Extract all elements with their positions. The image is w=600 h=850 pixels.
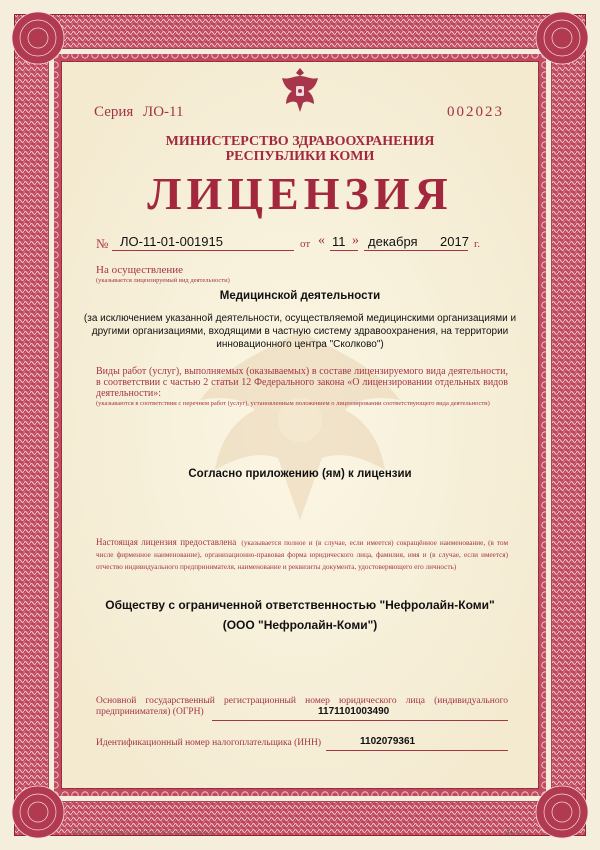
from-label: от (300, 238, 311, 250)
license-number: ЛО-11-01-001915 (120, 234, 223, 249)
printer-info: ООО «НТП "Информ"», г. Москва, 2017 год, «уровень» Б (72, 830, 217, 836)
ogrn-label: Основной государственный регистрационный номер юридического лица (индивидуального предпринимателя) (ОГРН) (96, 696, 508, 717)
license-month: декабря (368, 234, 418, 249)
quote-close: » (352, 233, 359, 248)
number-sign: № (96, 236, 109, 251)
activity-clarification: (за исключением указанной деятельности, осуществляемой медицинскими организациями и другими организациями, входящими в частную систему здравоохранения, на территории инновационного центра "Сколково") (83, 313, 517, 350)
coat-of-arms-icon (276, 64, 324, 116)
year-suffix: г. (474, 238, 481, 250)
ministry-line1: МИНИСТЕРСТВО ЗДРАВООХРАНЕНИЯ (165, 134, 435, 149)
ministry (62, 134, 538, 164)
inn-label: Идентификационный номер налогоплательщика (ИНН) (96, 738, 321, 748)
activity-hint: (указывается лицензируемый вид деятельности) (96, 277, 230, 284)
document-number: 002023 (447, 104, 504, 120)
ogrn-value: 1171101003490 (318, 706, 390, 717)
works-value: Согласно приложению (ям) к лицензии (188, 468, 412, 480)
license-day: 11 (332, 234, 346, 249)
series-label: Серия (94, 104, 134, 120)
ministry-line2: РЕСПУБЛИКИ КОМИ (225, 149, 375, 164)
granted-label: Настоящая лицензия предоставлена (96, 537, 237, 547)
licensee-name: Обществу с ограниченной ответственностью "Нефролайн-Коми" (105, 598, 495, 612)
granted-block (96, 536, 508, 572)
series (94, 104, 183, 121)
granted-hint: (указывается полное и (в случае, если имеется) сокращённое наименование, (в том числе фирменное наименование), организационно-правовая форма юридического лица, фамилия, имя и (в случае, если имеется) отчество индивидуального предпринимателя, наименование и реквизиты документа, удостоверяющего его личность) (96, 539, 508, 571)
license-number-row (96, 234, 516, 254)
activity-value: Медицинской деятельности (219, 290, 381, 302)
license-year: 2017 (440, 234, 469, 249)
inn-value: 1102079361 (360, 736, 416, 747)
works-text: Виды работ (услуг), выполняемых (оказываемых) в составе лицензируемого вида деятельности, в соответствии с частью 2 статьи 12 Федерального закона «О лицензировании отдельных видов деятельности»: (96, 366, 508, 399)
activity-label: На осуществление (96, 264, 183, 276)
page-title: ЛИЦЕНЗИЯ (147, 168, 453, 219)
series-value: ЛО-11 (143, 104, 184, 120)
quote-open: « (318, 233, 325, 248)
works-hint: (указываются в соответствии с перечнем работ (услуг), установленным положением о лицензировании соответствующего вида деятельности) (96, 400, 490, 407)
form-code: А4160 (506, 830, 522, 836)
licensee-short-name: (ООО "Нефролайн-Коми") (222, 618, 378, 632)
